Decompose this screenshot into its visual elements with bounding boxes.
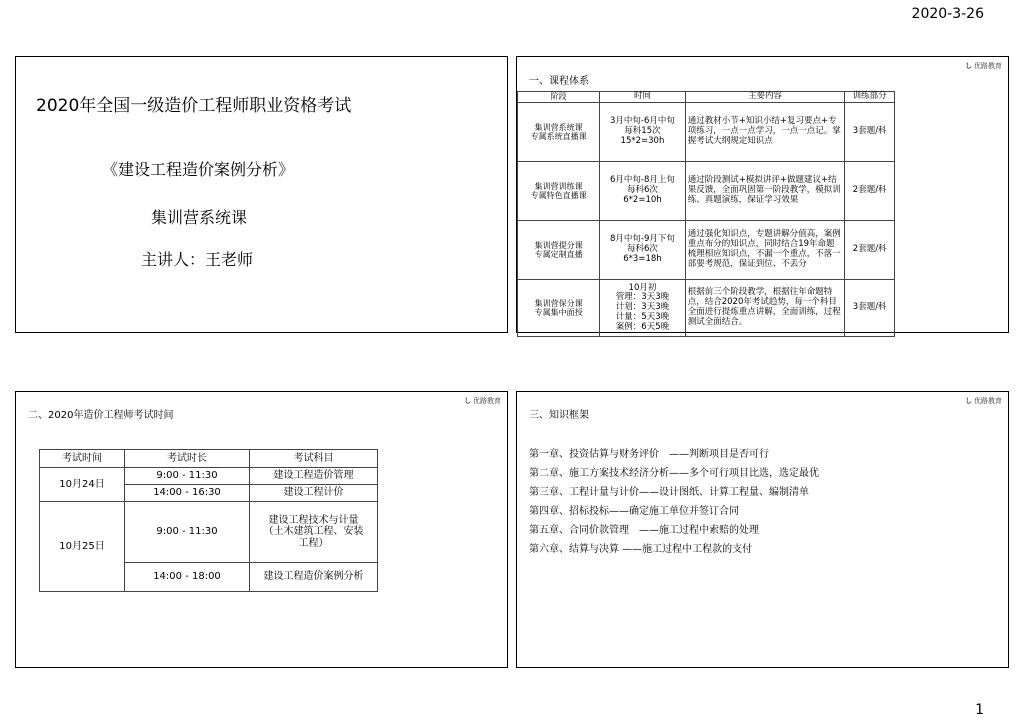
section-heading: 三、知识框架 bbox=[529, 410, 589, 421]
table-row bbox=[518, 221, 895, 280]
brand-logo-icon: し bbox=[965, 397, 972, 405]
content-cell: 通过强化知识点，专题讲解分值高，案例重点布分的知识点，同时结合19年命题梳理相应知识点，不漏一个重点，不落一部要考规范，保证到位、不丢分 bbox=[685, 221, 845, 280]
stage-cell: 集训营提分课 专属定制直播 bbox=[518, 221, 600, 280]
content-cell: 通过阶段测试+模拟讲评+做题建议+结果反馈，全面巩固第一阶段教学，模拟训练、真题演练，保证学习效果 bbox=[685, 162, 845, 221]
time-cell: 10月初 管理：3天3晚 计划：3天3晚 计量：5天3晚 案例：6天5晚 bbox=[600, 280, 686, 337]
exam-schedule-table bbox=[39, 449, 378, 592]
brand-logo bbox=[965, 61, 1002, 71]
slide-knowledge-framework bbox=[516, 391, 1009, 668]
chapter-list bbox=[529, 445, 819, 559]
table-row bbox=[40, 468, 378, 485]
subject-cell: 建设工程造价案例分析 bbox=[250, 563, 378, 592]
table-row bbox=[518, 280, 895, 337]
slide-exam-schedule bbox=[15, 391, 508, 668]
header-exam-date: 考试时间 bbox=[40, 450, 125, 468]
page-number: 1 bbox=[975, 702, 984, 718]
header-stage: 阶段 bbox=[518, 92, 600, 103]
list-item: 第五章、合同价款管理 ——施工过程中索赔的处理 bbox=[529, 525, 759, 536]
subject-cell: 建设工程计价 bbox=[250, 485, 378, 502]
list-item: 第四章、招标投标——确定施工单位并签订合同 bbox=[529, 506, 739, 517]
brand-logo-icon: し bbox=[464, 397, 471, 405]
header-exam-subject: 考试科目 bbox=[250, 450, 378, 468]
time-cell: 6月中旬-8月上旬 每科6次 6*2=10h bbox=[600, 162, 686, 221]
date-cell: 10月24日 bbox=[40, 468, 125, 502]
subject-cell: 建设工程造价管理 bbox=[250, 468, 378, 485]
header-time: 时间 bbox=[600, 92, 686, 103]
course-system-table bbox=[517, 91, 895, 337]
slide-course-system bbox=[516, 56, 1009, 333]
header-training: 训练部分 bbox=[845, 92, 895, 103]
time-cell: 3月中旬-6月中旬 每科15次 15*2=30h bbox=[600, 103, 686, 162]
section-heading: 二、2020年造价工程师考试时间 bbox=[28, 410, 174, 421]
list-item: 第三章、工程计量与计价——设计图纸、计算工程量、编制清单 bbox=[529, 487, 809, 498]
list-item: 第一章、投资估算与财务评价 ——判断项目是否可行 bbox=[529, 449, 769, 460]
duration-cell: 14:00 - 16:30 bbox=[125, 485, 250, 502]
time-cell: 8月中旬-9月下旬 每科6次 6*3=18h bbox=[600, 221, 686, 280]
brand-name: 优路教育 bbox=[974, 62, 1002, 70]
training-cell: 3套题/科 bbox=[845, 280, 895, 337]
section-heading: 一、课程体系 bbox=[529, 76, 589, 87]
subject-cell: 建设工程技术与计量 （土木建筑工程、安装 工程） bbox=[250, 502, 378, 563]
brand-logo bbox=[965, 396, 1002, 406]
exam-title: 2020年全国一级造价工程师职业资格考试 bbox=[36, 96, 352, 116]
table-row bbox=[518, 162, 895, 221]
table-row bbox=[518, 103, 895, 162]
course-name: 集训营系统课 bbox=[151, 208, 248, 227]
teacher-name: 主讲人：王老师 bbox=[141, 250, 254, 269]
stage-cell: 集训营保分课 专属集中面授 bbox=[518, 280, 600, 337]
list-item: 第六章、结算与决算 ——施工过程中工程款的支付 bbox=[529, 544, 753, 555]
header-exam-duration: 考试时长 bbox=[125, 450, 250, 468]
content-cell: 根据前三个阶段教学，根据往年命题特点，结合2020年考试趋势，每一个科目全面进行提炼重点讲解，全面训练，过程测试全面结合。 bbox=[685, 280, 845, 337]
training-cell: 3套题/科 bbox=[845, 103, 895, 162]
list-item: 第二章、施工方案技术经济分析——多个可行项目比选，选定最优 bbox=[529, 468, 819, 479]
table-row bbox=[40, 502, 378, 563]
stage-cell: 集训营训练课 专属特色直播课 bbox=[518, 162, 600, 221]
slide-title bbox=[15, 56, 508, 333]
training-cell: 2套题/科 bbox=[845, 162, 895, 221]
duration-cell: 9:00 - 11:30 bbox=[125, 468, 250, 485]
content-cell: 通过教材小节+知识小结+复习要点+专项练习，一点一点学习，一点一点记。掌握考试大纲规定知识点 bbox=[685, 103, 845, 162]
duration-cell: 14:00 - 18:00 bbox=[125, 563, 250, 592]
brand-name: 优路教育 bbox=[473, 397, 501, 405]
date-cell: 10月25日 bbox=[40, 502, 125, 592]
course-subject: 《建设工程造价案例分析》 bbox=[102, 160, 295, 179]
stage-cell: 集训营系统课 专属系统直播课 bbox=[518, 103, 600, 162]
print-date: 2020-3-26 bbox=[911, 6, 984, 22]
brand-logo bbox=[464, 396, 501, 406]
brand-logo-icon: し bbox=[965, 62, 972, 70]
training-cell: 2套题/科 bbox=[845, 221, 895, 280]
header-content: 主要内容 bbox=[685, 92, 845, 103]
duration-cell: 9:00 - 11:30 bbox=[125, 502, 250, 563]
brand-name: 优路教育 bbox=[974, 397, 1002, 405]
